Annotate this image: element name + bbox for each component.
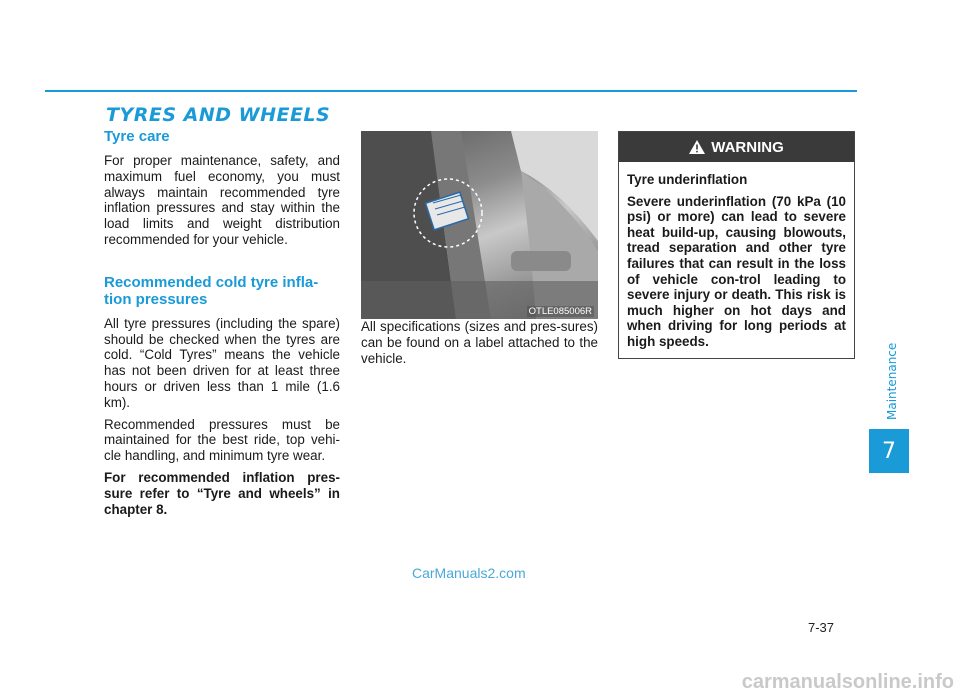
heading-tyre-care: Tyre care (104, 128, 170, 145)
warning-label: WARNING (711, 138, 784, 156)
heading-cold-pressures: Recommended cold tyre infla-tion pressures (104, 273, 319, 308)
para-recommended-pressures: Recommended pressures must be maintained for the best ride, top vehi-cle handling, and minimum tyre wear. (104, 416, 340, 464)
column-label-photo (361, 131, 598, 372)
warning-box (618, 131, 857, 359)
page-number: 7-37 (808, 620, 835, 635)
watermark-carmanualsonline: carmanualsonline.info (741, 671, 954, 693)
para-tyre-care: For proper maintenance, safety, and maximum fuel economy, you must always maintain recommended tyre inflation pressures and stay within the load limits and weight distribution recommended for your vehicle. (104, 153, 340, 247)
chapter-tab: 7 (869, 429, 909, 473)
warning-triangle-icon (689, 140, 705, 154)
chapter-side-label: Maintenance (885, 342, 899, 420)
para-label-location: All specifications (sizes and pres-sures) can be found on a label attached to the vehicle. (361, 319, 598, 366)
watermark-carmanuals[interactable]: CarManuals2.com (412, 565, 526, 581)
warning-text: Severe underinflation (70 kPa (10 psi) or more) can lead to severe heat build-up, causing blowouts, tread separation and other tyre failures that can result in the loss of vehicle con-trol leading to severe injury or death. This risk is much higher on hot days and when driving for long periods at high speeds. (627, 193, 846, 349)
top-rule (45, 90, 857, 92)
para-cold-tyres: All tyre pressures (including the spare) should be checked when the tyres are cold. “Cold Tyres” means the vehicle has not been driven for at least three hours or driven less than 1 mile (1.6 km). (104, 315, 340, 410)
section-title: TYRES AND WHEELS (106, 104, 331, 126)
warning-title: Tyre underinflation (627, 172, 748, 187)
para-refer-chapter: For recommended inflation pres-sure refer to “Tyre and wheels” in chapter 8. (104, 469, 340, 517)
warning-header (619, 132, 854, 162)
door-pillar-label-photo (361, 131, 598, 319)
image-caption: OTLE085006R (528, 306, 592, 317)
column-tyre-care (104, 128, 340, 523)
photo-illustration (361, 131, 598, 319)
